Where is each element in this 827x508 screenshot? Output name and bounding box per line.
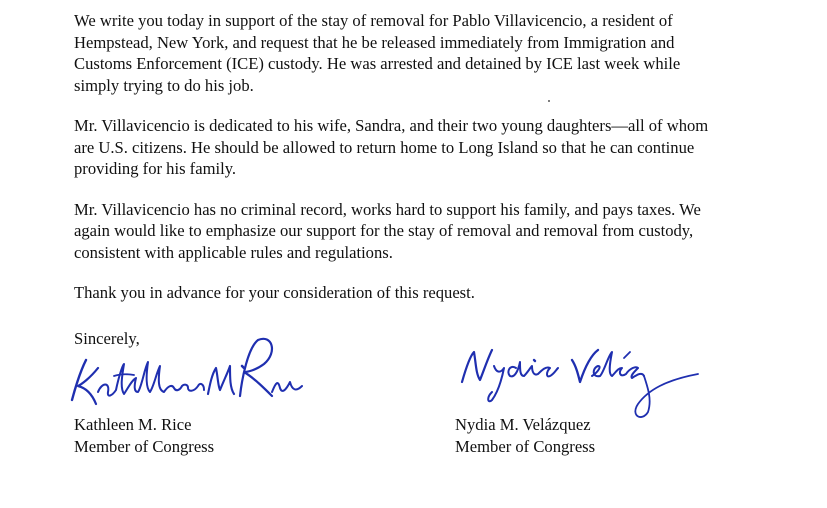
paragraph-family: Mr. Villavicencio is dedicated to his wife, Sandra, and their two young daughters—all of whom are U.S. citizens. He should be allowed to return home to Long Island so that he can continue providing for his family.	[74, 116, 709, 178]
signer-name: Nydia M. Velázquez	[455, 415, 591, 434]
paragraph-intro: We write you today in support of the stay of removal for Pablo Villavicencio, a resident of Hempstead, New York, and request that he be released immediately from Immigration and Customs Enforcement (ICE) custody. He was arrested and detained by ICE last week while simply trying to do his job.	[74, 11, 681, 95]
letter-body	[74, 10, 814, 323]
signer-title: Member of Congress	[74, 437, 215, 456]
signer-title: Member of Congress	[455, 437, 596, 456]
signature-nydia-velazquez	[452, 342, 702, 424]
paragraph-thanks: Thank you in advance for your consideration of this request.	[74, 283, 475, 302]
signer-name: Kathleen M. Rice	[74, 415, 192, 434]
closing-salutation: Sincerely,	[74, 329, 140, 348]
signer-block-velazquez	[455, 414, 595, 458]
scan-speck	[548, 100, 550, 102]
signer-block-rice	[74, 414, 214, 458]
signature-kathleen-rice	[58, 330, 308, 415]
paragraph-record: Mr. Villavicencio has no criminal record, works hard to support his family, and pays taxes. We again would like to emphasize our support for the stay of removal and removal from custody, consistent with applicable rules and regulations.	[74, 199, 701, 262]
